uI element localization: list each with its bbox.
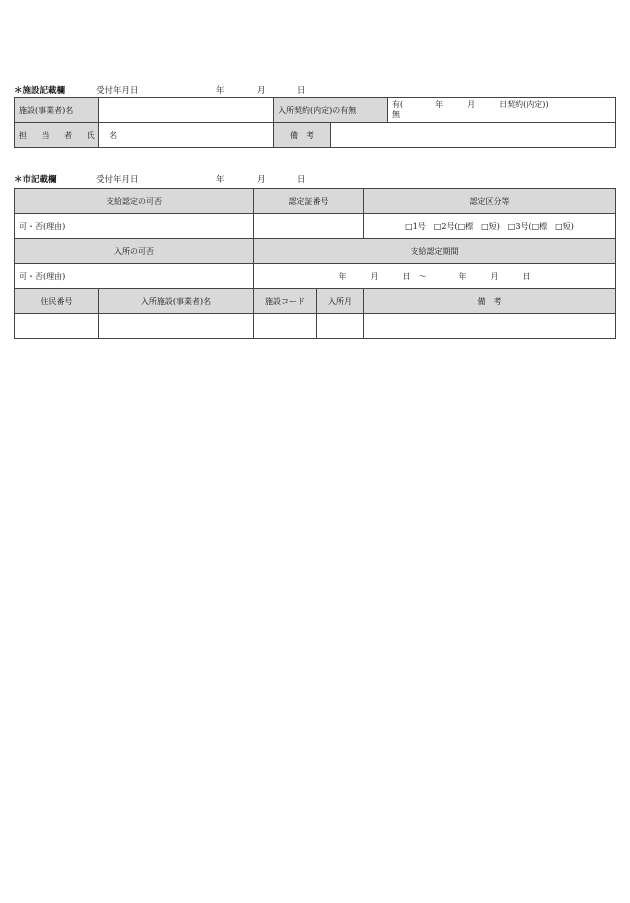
- facility-received-day: 日: [297, 86, 306, 96]
- city-received-year: 年: [216, 175, 225, 185]
- admission-header: 入所の可否: [15, 239, 254, 264]
- contract-label: 入所契約(内定)の有無: [274, 98, 388, 123]
- category-checkboxes[interactable]: □1号 □2号(□標 □短) □3号(□標 □短): [364, 214, 616, 239]
- facility-remarks-label: 備 考: [274, 123, 331, 148]
- person-row: [15, 123, 616, 148]
- city-received-month: 月: [257, 175, 266, 185]
- city-received-label: 受付年月日: [96, 175, 139, 185]
- facility-code-field[interactable]: [254, 314, 317, 339]
- city-received-day: 日: [297, 175, 306, 185]
- admission-month-field[interactable]: [317, 314, 364, 339]
- category-header: 認定区分等: [364, 189, 616, 214]
- admission-field[interactable]: 可・否(理由): [15, 264, 254, 289]
- city-remarks-header: 備 考: [364, 289, 616, 314]
- resident-number-header: 住民番号: [15, 289, 99, 314]
- city-table: [14, 188, 616, 339]
- contract-field[interactable]: [388, 98, 616, 123]
- city-section-title: ＊市記載欄: [14, 175, 57, 185]
- facility-received-month: 月: [257, 86, 266, 96]
- city-data-row-2: [15, 264, 616, 289]
- facility-received-label: 受付年月日: [96, 86, 139, 96]
- facility-code-header: 施設コード: [254, 289, 317, 314]
- facility-received-year: 年: [216, 86, 225, 96]
- city-remarks-field[interactable]: [364, 314, 616, 339]
- facility-name-row: [15, 98, 616, 123]
- period-header: 支給認定期間: [254, 239, 616, 264]
- facility-remarks-field[interactable]: [331, 123, 616, 148]
- city-data-row-1: [15, 214, 616, 239]
- city-header-row-2: [15, 239, 616, 264]
- facility-section-title: ＊施設記載欄: [14, 86, 66, 96]
- city-header-row-3: [15, 289, 616, 314]
- person-label: 担 当 者 氏 名: [15, 123, 99, 148]
- facility-name-field[interactable]: [99, 98, 274, 123]
- person-field[interactable]: [99, 123, 274, 148]
- facility-section-header: [14, 84, 334, 96]
- admission-month-header: 入所月: [317, 289, 364, 314]
- admission-facility-field[interactable]: [99, 314, 254, 339]
- period-field[interactable]: 年 月 日 〜 年 月 日: [254, 264, 616, 289]
- approval-header: 支給認定の可否: [15, 189, 254, 214]
- city-data-row-3: [15, 314, 616, 339]
- cert-number-field[interactable]: [254, 214, 364, 239]
- contract-no-option: 無: [392, 110, 400, 119]
- facility-name-label: 施設(事業者)名: [15, 98, 99, 123]
- admission-facility-header: 入所施設(事業者)名: [99, 289, 254, 314]
- facility-table: [14, 97, 616, 148]
- city-header-row-1: [15, 189, 616, 214]
- city-section-header: [14, 173, 334, 185]
- contract-yes-option: 有( 年 月 日契約(内定)): [392, 100, 549, 109]
- approval-field[interactable]: 可・否(理由): [15, 214, 254, 239]
- resident-number-field[interactable]: [15, 314, 99, 339]
- cert-number-header: 認定証番号: [254, 189, 364, 214]
